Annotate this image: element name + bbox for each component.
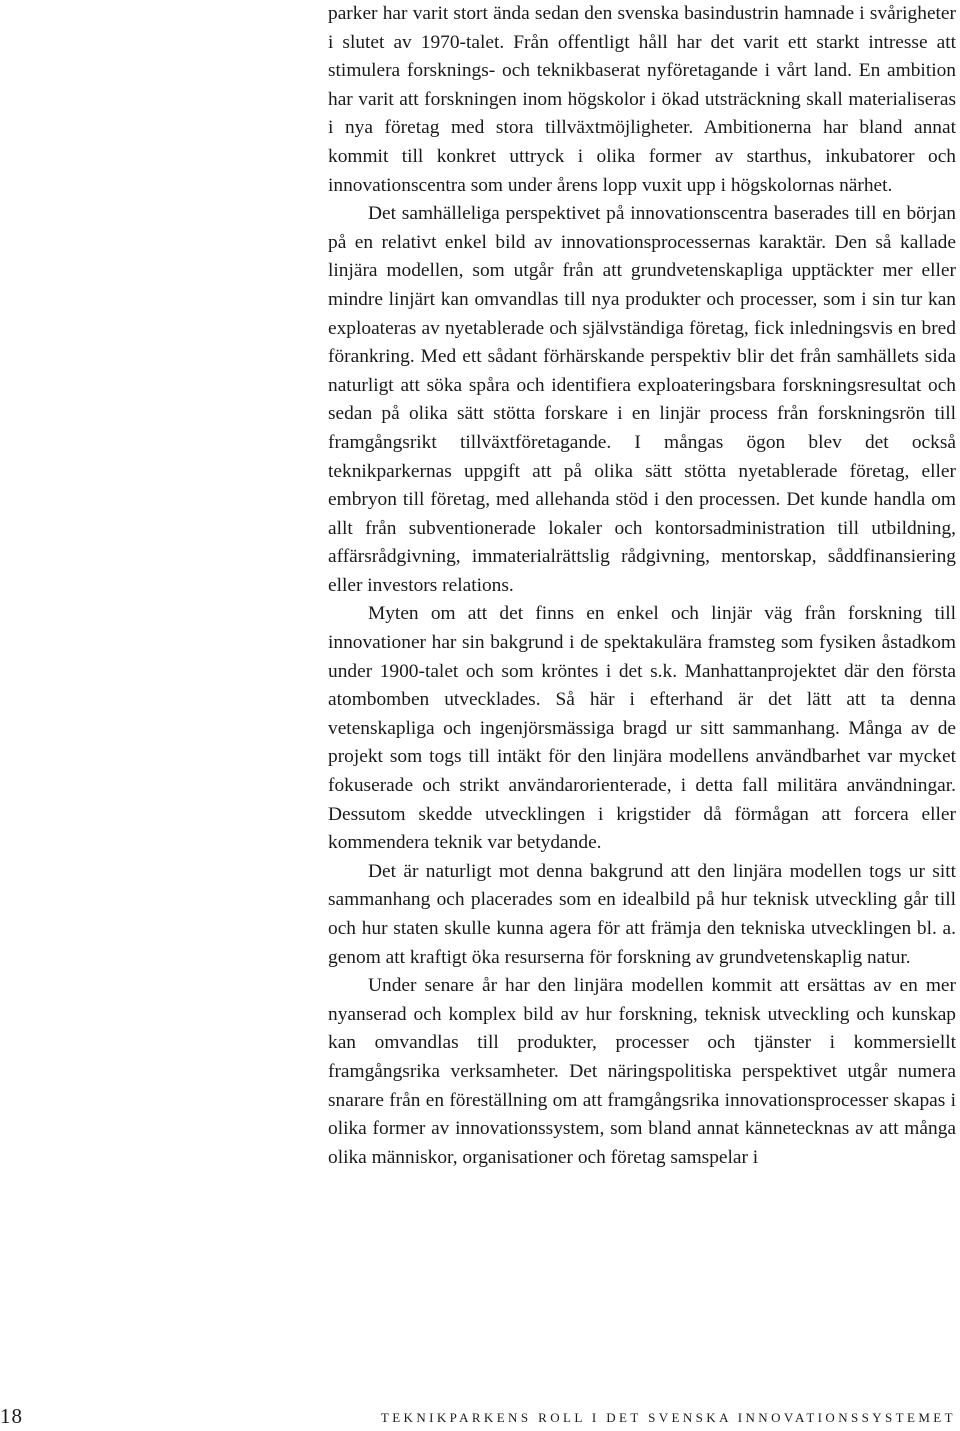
page-footer (0, 1404, 960, 1430)
paragraph-1: parker har varit stort ända sedan den svenska basindustrin hamnade i svårigheter i slutet av 1970-talet. Från offentligt håll har det varit ett starkt intresse att stimulera forsknings- och teknikbaserat nyföretagande i vårt land. En ambition har varit att forskningen inom högskolor i ökad utsträckning skall materialiseras i nya företag med stora tillväxtmöjligheter. Ambitionerna har bland annat kommit till konkret uttryck i olika former av starthus, inkubatorer och innovationscentra som under årens lopp vuxit upp i högskolornas närhet. (328, 3, 956, 196)
paragraph-4: Det är naturligt mot denna bakgrund att den linjära modellen togs ur sitt sammanhang och placerades som en idealbild på hur teknisk utveckling går till och hur staten skulle kunna agera för att främja den tekniska utvecklingen bl. a. genom att kraftigt öka resurserna för forskning av grundvetenskaplig natur. (328, 860, 956, 968)
paragraph-2: Det samhälleliga perspektivet på innovationscentra baserades till en början på en relativt enkel bild av innovationsprocessernas karaktär. Den så kallade linjära modellen, som utgår från att grundvetenskapliga upptäckter mer eller mindre linjärt kan omvandlas till nya produkter och processer, som i sin tur kan exploateras av nyetablerade och självständiga företag, fick inledningsvis en bred förankring. Med ett sådant förhärskande perspektiv blir det från samhällets sida naturligt att söka spåra och identifiera exploateringsbara forskningsresultat och sedan på olika sätt stötta forskare i en linjär process från forskningsrön till framgångsrikt tillväxtföretagande. I mångas ögon blev det också teknikparkernas uppgift att på olika sätt stötta nyetablerade företag, eller embryon till företag, med allehanda stöd i den processen. Det kunde handla om allt från subventionerade lokaler och kontorsadministration till utbildning, affärsrådgivning, immaterialrättslig rådgivning, mentorskap, såddfinansiering eller investors relations. (328, 203, 956, 596)
paragraph-3: Myten om att det finns en enkel och linjär väg från forskning till innovationer har sin bakgrund i de spektakulära framsteg som fysiken åstadkom under 1900-talet och som kröntes i det s.k. Manhattanprojektet där den första atombomben utvecklades. Så här i efterhand är det lätt att ta denna vetenskapliga och ingenjörsmässiga bragd ur sitt sammanhang. Många av de projekt som togs till intäkt för den linjära modellens användbarhet var mycket fokuserade och strikt användarorienterade, i detta fall militära användningar. Dessutom skedde utvecklingen i krigstider då förmågan att forcera eller kommendera teknik var betydande. (328, 603, 956, 854)
paragraph-5: Under senare år har den linjära modellen kommit att ersättas av en mer nyanserad och komplex bild av hur forskning, teknisk utveckling och kunskap kan omvandlas till produkter, processer och tjänster i kommersiellt framgångsrika verksamheter. Det näringspolitiska perspektivet utgår numera snarare från en föreställning om att framgångsrika innovationsprocesser skapas i olika former av innovationssystem, som bland annat kännetecknas av att många olika människor, organisationer och företag samspelar i (328, 975, 956, 1168)
page-number: 18 (0, 1404, 23, 1428)
page-content (328, 0, 956, 1172)
running-title: TEKNIKPARKENS ROLL I DET SVENSKA INNOVATIONSSYSTEMET (380, 1410, 956, 1425)
body-text (328, 0, 956, 1172)
